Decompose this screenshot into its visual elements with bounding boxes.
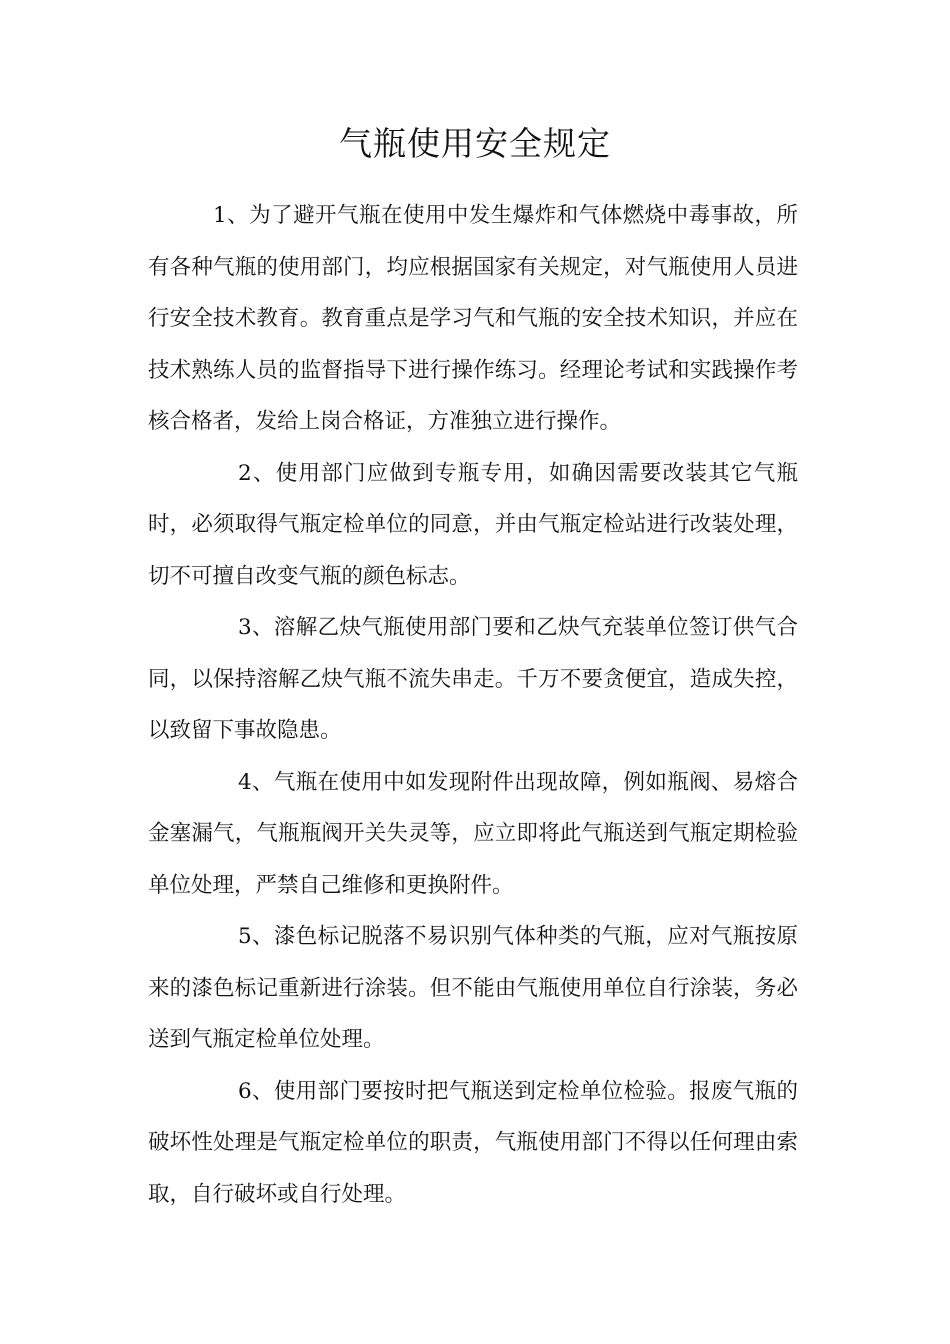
paragraph-2: 2、使用部门应做到专瓶专用，如确因需要改装其它气瓶时，必须取得气瓶定检单位的同意，并由气瓶定检站进行改装处理，切不可擅自改变气瓶的颜色标志。: [148, 460, 798, 589]
paragraph-4: 4、气瓶在使用中如发现附件出现故障，例如瓶阀、易熔合金塞漏气，气瓶瓶阀开关失灵等，应立即将此气瓶送到气瓶定期检验单位处理，严禁自己维修和更换附件。: [148, 769, 798, 898]
paragraph-3: 3、溶解乙炔气瓶使用部门要和乙炔气充装单位签订供气合同，以保持溶解乙炔气瓶不流失串走。千万不要贪便宜，造成失控，以致留下事故隐患。: [148, 615, 798, 743]
document-body: [148, 190, 798, 1220]
paragraph-1: 1、为了避开气瓶在使用中发生爆炸和气体燃烧中毒事故，所有各种气瓶的使用部门，均应根据国家有关规定，对气瓶使用人员进行安全技术教育。教育重点是学习气和气瓶的安全技术知识，并应在技术熟练人员的监督指导下进行操作练习。经理论考试和实践操作考核合格者，发给上岗合格证，方准独立进行操作。: [148, 203, 798, 434]
paragraph-5: 5、漆色标记脱落不易识别气体种类的气瓶，应对气瓶按原来的漆色标记重新进行涂装。但不能由气瓶使用单位自行涂装，务必送到气瓶定检单位处理。: [148, 924, 798, 1052]
page-title: 气瓶使用安全规定: [339, 124, 611, 163]
paragraph-6: 6、使用部门要按时把气瓶送到定检单位检验。报废气瓶的破坏性处理是气瓶定检单位的职责，气瓶使用部门不得以任何理由索取，自行破坏或自行处理。: [148, 1078, 798, 1207]
